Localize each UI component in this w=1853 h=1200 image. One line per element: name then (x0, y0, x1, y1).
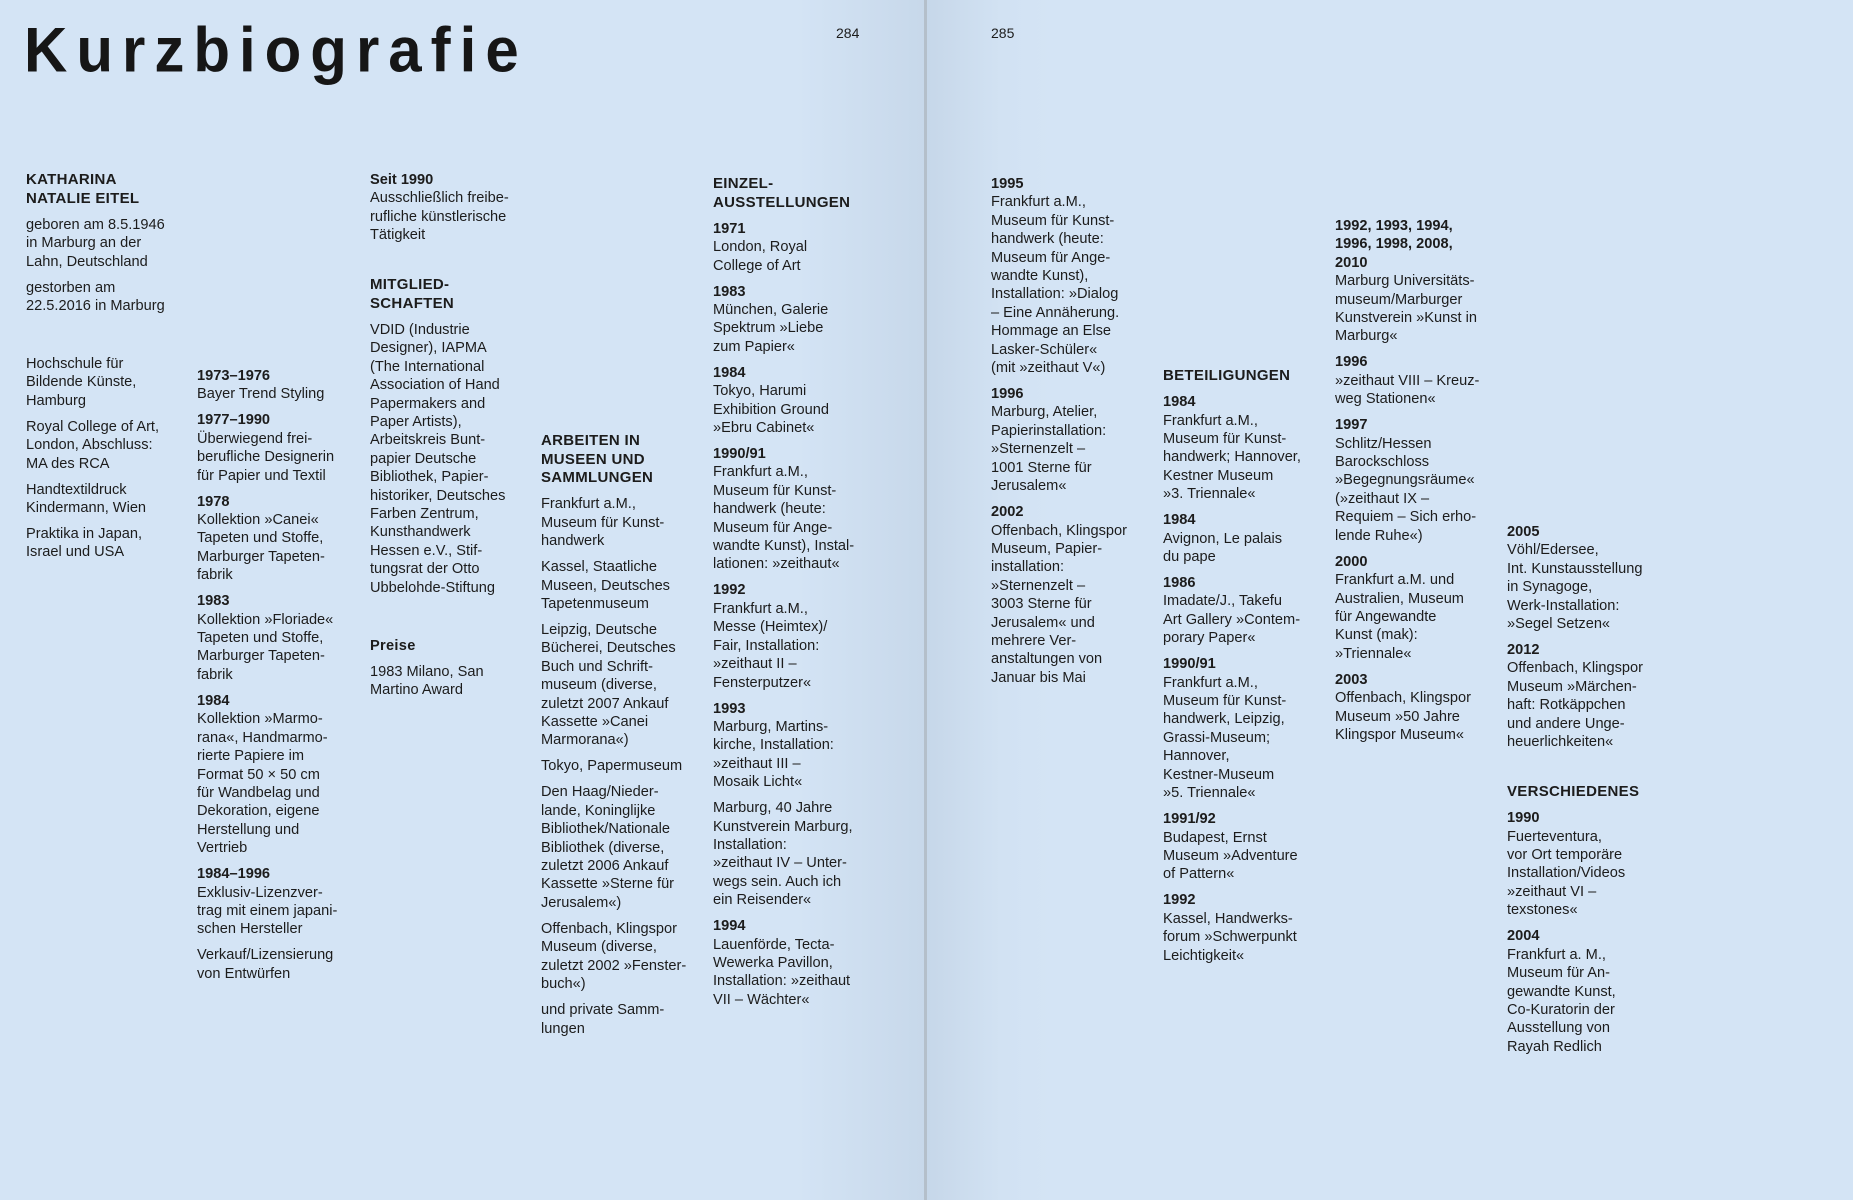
entry-year: 1971 (713, 220, 746, 237)
entry-text: Offenbach, Klingspor Museum »50 Jahre Klingspor Museum« (1335, 690, 1472, 743)
participation-entry (1163, 511, 1333, 566)
entry-year: 1986 (1163, 575, 1196, 592)
entry-text: Marburg, Atelier, Papierinstallation: »Sternenzelt – 1001 Sterne für Jerusalem« (991, 404, 1107, 495)
entry-text: Frankfurt a.M. und Australien, Museum für Angewandte Kunst (mak): »Triennale« (1335, 572, 1464, 662)
entry-text: Schlitz/Hessen Barockschloss »Begegnungsräume« (»zeithaut IX – Requiem – Sich erho- lende Ruhe«) (1335, 435, 1477, 544)
entry-year: 1992 (713, 582, 746, 599)
education-list (26, 355, 196, 562)
entry-text: Tokyo, Harumi Exhibition Ground »Ebru Cabinet« (713, 383, 830, 437)
career-entry (197, 367, 367, 404)
solo-exhibitions-heading: EINZEL- AUSSTELLUNGEN (713, 175, 851, 211)
column-solo-exhibitions (713, 175, 883, 1017)
misc-entry (1507, 809, 1677, 919)
participation-entry (1335, 217, 1505, 346)
collection-item: und private Samm- lungen (541, 1002, 665, 1037)
entry-year: 1984 (713, 364, 746, 381)
entry-year: 1990 (1507, 810, 1540, 827)
career-entry (197, 592, 367, 684)
exhibition-entry (713, 917, 883, 1009)
collection-item: Den Haag/Nieder- lande, Koninglijke Bibliothek/Nationale Bibliothek (diverse, zuletzt 2006 Ankauf Kassette »Sterne für Jerusalem«) (541, 784, 675, 911)
career-entry (197, 411, 367, 485)
entry-text: Frankfurt a.M., Museum für Kunst- handwerk; Hannover, Kestner Museum »3. Triennale« (1163, 412, 1301, 503)
entry-text: Frankfurt a. M., Museum für An- gewandte Kunst, Co-Kuratorin der Ausstellung von Rayah Redlich (1507, 946, 1616, 1055)
participation-entry (1507, 641, 1677, 751)
entry-text: Exklusiv-Lizenzver- trag mit einem japani- schen Hersteller (197, 884, 338, 938)
entry-year: 1977–1990 (197, 412, 271, 429)
entry-text: Budapest, Ernst Museum »Adventure of Pattern« (1163, 829, 1298, 883)
collection-item: Kassel, Staatliche Museen, Deutsches Tapetenmuseum (541, 559, 670, 612)
column-career (197, 367, 367, 991)
participations-heading: BETEILIGUNGEN (1163, 367, 1291, 384)
entry-text: Verkauf/Lizensierung von Entwürfen (197, 947, 334, 982)
education-item: Praktika in Japan, Israel und USA (26, 526, 143, 561)
column-collections (541, 432, 711, 1046)
birth-info: geboren am 8.5.1946 in Marburg an der Lahn, Deutschland (26, 216, 165, 270)
entry-text: Marburg Universitäts- museum/Marburger Kunstverein »Kunst in Marburg« (1335, 273, 1477, 345)
entry-text: Marburg, 40 Jahre Kunstverein Marburg, Installation: »zeithaut IV – Unter- wegs sein. Auch ich ein Reisender« (713, 800, 853, 909)
column-solo-exhibitions-continued (991, 175, 1161, 695)
entry-text: Frankfurt a.M., Messe (Heimtex)/ Fair, Installation: »zeithaut II – Fensterputzer« (713, 600, 828, 691)
entry-year: 2005 (1507, 524, 1540, 540)
entry-year: 1992, 1993, 1994, 1996, 1998, 2008, 2010 (1335, 218, 1453, 271)
entry-year: 1983 (197, 593, 230, 610)
exhibition-entry (713, 445, 883, 574)
exhibition-entry (991, 503, 1161, 687)
entry-text: Fuerteventura, vor Ort temporäre Installation/Videos »zeithaut VI – texstones« (1507, 828, 1626, 919)
column-memberships (370, 171, 540, 707)
entry-year: 2003 (1335, 671, 1368, 688)
book-spine (924, 0, 927, 1200)
awards-text: 1983 Milano, San Martino Award (370, 663, 484, 699)
participation-entry (1163, 655, 1333, 802)
person-name: KATHARINA NATALIE EITEL (26, 171, 140, 207)
entry-text: Kollektion »Floriade« Tapeten und Stoffe, Marburger Tapeten- fabrik (197, 611, 334, 683)
entry-year: 1996 (991, 386, 1024, 403)
entry-year: 1990/91 (713, 446, 766, 463)
awards-heading: Preise (370, 637, 416, 654)
participation-entry (1335, 671, 1505, 745)
entry-text: Marburg, Martins- kirche, Installation: »zeithaut III – Mosaik Licht« (713, 718, 834, 791)
exhibition-entry (713, 581, 883, 691)
entry-year: 1994 (713, 918, 746, 935)
entry-year: 2004 (1507, 928, 1540, 945)
collection-item: Leipzig, Deutsche Bücherei, Deutsches Buch und Schrift- museum (diverse, zuletzt 2007 Ankauf Kassette »Canei Marmorana«) (541, 622, 676, 749)
collection-item: Offenbach, Klingspor Museum (diverse, zuletzt 2002 »Fenster- buch«) (541, 920, 687, 993)
entry-year: 1996 (1335, 354, 1368, 371)
entry-text: München, Galerie Spektrum »Liebe zum Papier« (713, 302, 829, 355)
entry-year: 1997 (1335, 417, 1368, 434)
miscellaneous-heading: VERSCHIEDENES (1507, 783, 1640, 801)
participation-entry (1163, 393, 1333, 503)
entry-year: 2012 (1507, 642, 1540, 659)
memberships-text: VDID (Industrie Designer), IAPMA (The International Association of Hand Papermakers and Paper Artists), Arbeitskreis Bunt- papier Deutsche Bibliothek, Papier- historiker, Deutsches Farben Zentrum, Kunsthandwerk Hessen e.V., Stif- tungsrat der Otto Ubbelohde-Stiftung (370, 322, 506, 596)
education-item: Hochschule für Bildende Künste, Hamburg (26, 356, 137, 409)
column-participations-continued (1335, 217, 1505, 752)
entry-year: 1984–1996 (197, 866, 271, 883)
entry-text: Kollektion »Marmo- rana«, Handmarmo- rierte Papiere im Format 50 × 50 cm für Wandbelag und Dekoration, eigene Herstellung und Vertrieb (197, 711, 328, 857)
exhibition-entry (713, 283, 883, 357)
collection-item: Tokyo, Papermuseum (541, 758, 683, 775)
page-number-left: 284 (836, 25, 860, 41)
education-item: Handtextildruck Kindermann, Wien (26, 481, 147, 517)
entry-year: Seit 1990 (370, 172, 434, 188)
career-entry (197, 493, 367, 585)
entry-text: London, Royal College of Art (713, 239, 808, 274)
participation-entry (1163, 574, 1333, 648)
entry-year: 1978 (197, 493, 230, 510)
exhibition-entry (991, 385, 1161, 495)
entry-text: Frankfurt a.M., Museum für Kunst- handwerk (heute: Museum für Ange- wandte Kunst), Installation: »Dialog – Eine Annäherung. Hommage an Else Lasker-Schüler« (mit »zeithaut V«) (991, 194, 1120, 377)
collection-item: Frankfurt a.M., Museum für Kunst- handwerk (541, 496, 665, 550)
exhibition-entry (713, 220, 883, 275)
entry-text: »zeithaut VIII – Kreuz- weg Stationen« (1335, 372, 1480, 408)
entry-text: Ausschließlich freibe- rufliche künstlerische Tätigkeit (370, 190, 509, 244)
page-number-right: 285 (991, 25, 1015, 41)
entry-text: Überwiegend frei- berufliche Designerin für Papier und Textil (197, 430, 335, 484)
collections-heading: ARBEITEN IN MUSEEN UND SAMMLUNGEN (541, 432, 654, 487)
entry-text: Lauenförde, Tecta- Wewerka Pavillon, Installation: »zeithaut VII – Wächter« (713, 936, 851, 1008)
participation-entry (1507, 523, 1677, 633)
since-1990-entry (370, 171, 540, 245)
entry-text: Offenbach, Klingspor Museum, Papier- installation: »Sternenzelt – 3003 Sterne für Jerusalem« und mehrere Ver- anstaltungen von Januar bis Mai (991, 522, 1128, 686)
entry-text: Imadate/J., Takefu Art Gallery »Contem- porary Paper« (1163, 593, 1301, 647)
entry-year: 1995 (991, 176, 1024, 192)
entry-text: Kollektion »Canei« Tapeten und Stoffe, Marburger Tapeten- fabrik (197, 512, 325, 584)
entry-year: 1991/92 (1163, 811, 1216, 828)
entry-text: Frankfurt a.M., Museum für Kunst- handwerk, Leipzig, Grassi-Museum; Hannover, Kestner-Museum »5. Triennale« (1163, 674, 1287, 802)
participation-entry (1163, 891, 1333, 965)
exhibition-entry (713, 799, 883, 909)
entry-year: 2000 (1335, 553, 1368, 570)
exhibition-entry (713, 364, 883, 438)
participation-entry (1335, 353, 1505, 408)
entry-year: 1992 (1163, 892, 1196, 909)
entry-text: Bayer Trend Styling (197, 386, 325, 403)
entry-text: Vöhl/Edersee, Int. Kunstausstellung in Synagoge, Werk-Installation: »Segel Setzen« (1507, 542, 1643, 633)
entry-text: Avignon, Le palais du pape (1163, 530, 1283, 566)
column-person (26, 171, 196, 569)
misc-entry (1507, 927, 1677, 1056)
column-participations (1163, 367, 1333, 973)
column-miscellaneous (1507, 523, 1677, 1064)
entry-year: 1984 (1163, 512, 1196, 529)
entry-year: 1990/91 (1163, 656, 1216, 673)
exhibition-entry (713, 700, 883, 792)
entry-year: 1984 (1163, 394, 1196, 411)
education-item: Royal College of Art, London, Abschluss: MA des RCA (26, 418, 160, 472)
page-title: Kurzbiografie (24, 15, 528, 86)
participation-entry (1163, 810, 1333, 884)
death-info: gestorben am 22.5.2016 in Marburg (26, 279, 165, 314)
entry-year: 1983 (713, 283, 746, 300)
entry-year: 2002 (991, 504, 1024, 521)
memberships-heading: MITGLIED- SCHAFTEN (370, 276, 455, 312)
entry-year: 1984 (197, 692, 230, 709)
career-entry (197, 692, 367, 858)
entry-text: Kassel, Handwerks- forum »Schwerpunkt Leichtigkeit« (1163, 910, 1297, 964)
entry-year: 1973–1976 (197, 368, 271, 384)
entry-text: Offenbach, Klingspor Museum »Märchen- haft: Rotkäppchen und andere Unge- heuerlichkeiten« (1507, 660, 1644, 751)
participation-entry (1335, 416, 1505, 545)
career-entry (197, 865, 367, 939)
exhibition-entry (991, 175, 1161, 377)
career-entry (197, 946, 367, 983)
participation-entry (1335, 553, 1505, 663)
entry-text: Frankfurt a.M., Museum für Kunst- handwerk (heute: Museum für Ange- wandte Kunst), Instal- lationen: »zeithaut« (713, 464, 855, 573)
entry-year: 1993 (713, 700, 746, 717)
